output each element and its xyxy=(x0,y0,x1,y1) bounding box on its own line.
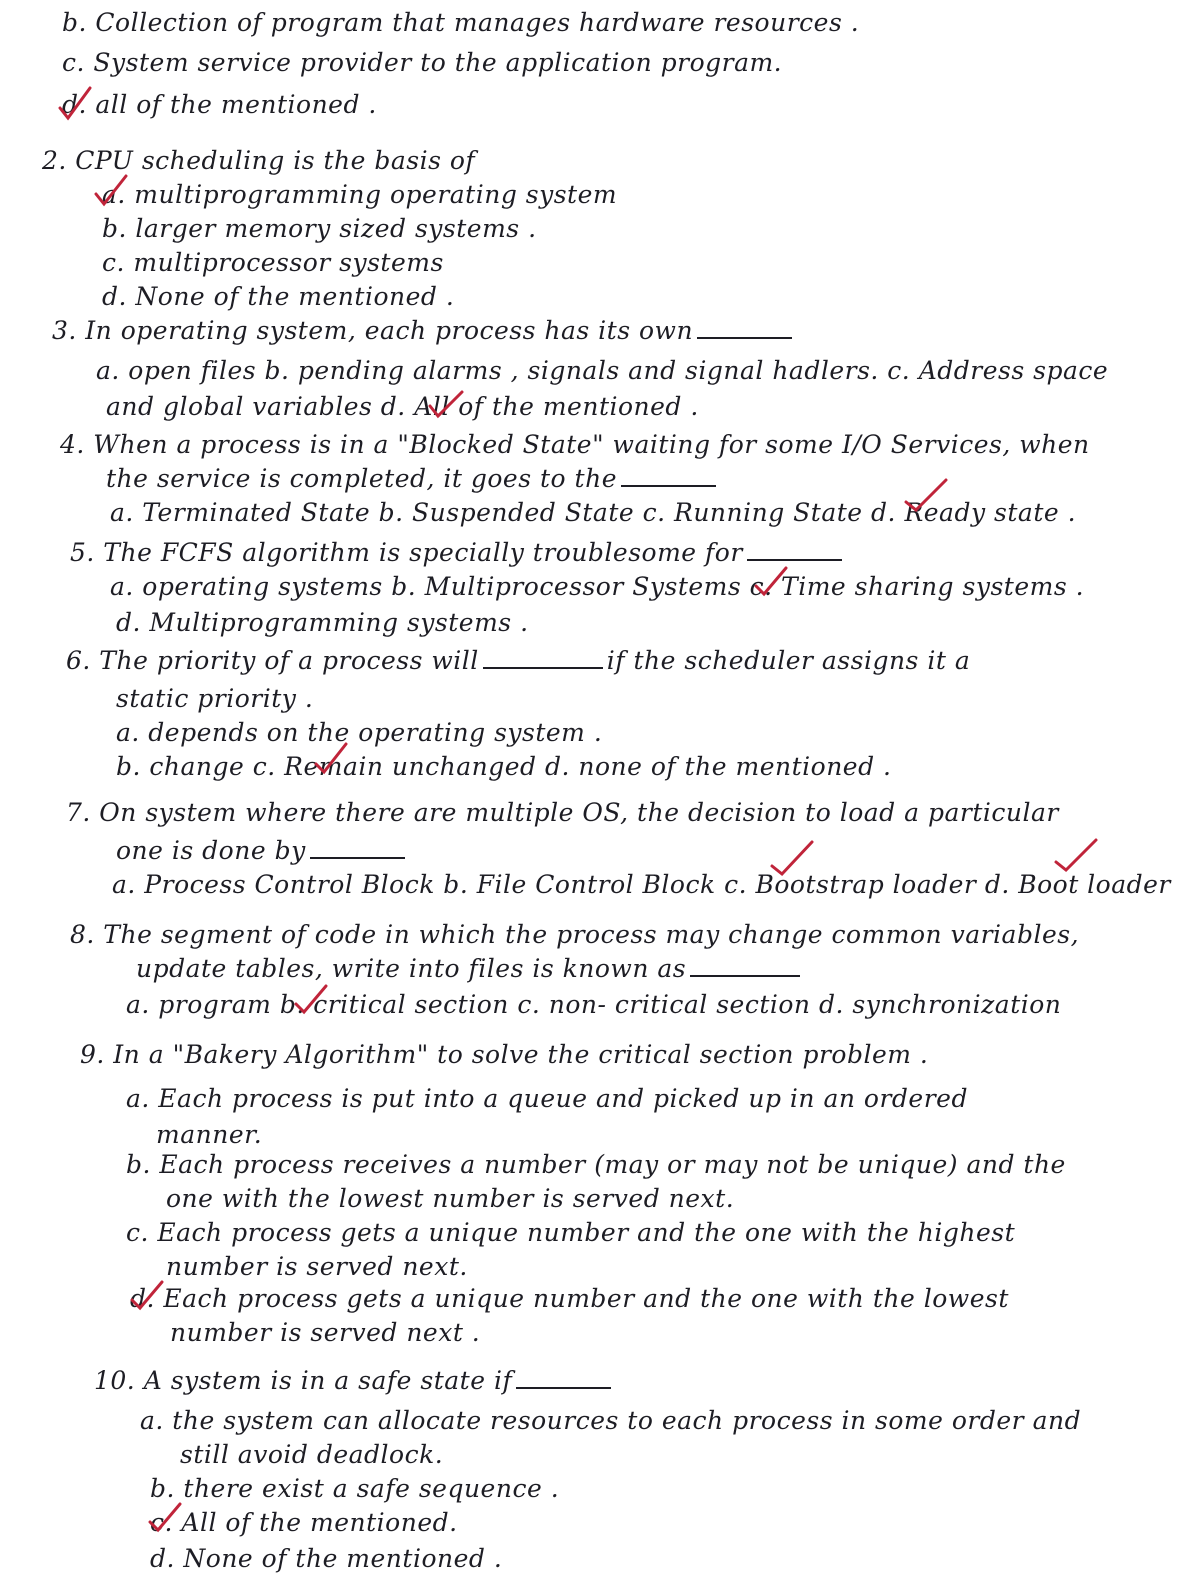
answer-blank xyxy=(697,321,792,339)
q2-option-c: c. multiprocessor systems xyxy=(102,248,444,277)
red-tick-icon xyxy=(290,980,330,1020)
q10-option-d: d. None of the mentioned . xyxy=(150,1544,503,1573)
red-tick-icon xyxy=(900,476,950,516)
answer-blank xyxy=(690,959,800,977)
q1-option-d: d. all of the mentioned . xyxy=(62,90,377,119)
q3-options-line1: a. open files b. pending alarms , signals and signal hadlers. c. Address space xyxy=(96,356,1109,385)
red-tick-icon xyxy=(424,386,464,426)
answer-blank xyxy=(310,841,405,859)
red-tick-icon xyxy=(310,740,350,780)
q8-options: a. program b. critical section c. non- critical section d. synchronization xyxy=(126,990,1062,1019)
q8-question-line2 xyxy=(136,954,804,984)
q4-question-text: the service is completed, it goes to the xyxy=(106,464,617,493)
red-tick-icon xyxy=(766,838,816,882)
red-tick-icon xyxy=(1050,834,1100,878)
q7-options: a. Process Control Block b. File Control Block c. Bootstrap loader d. Boot loader xyxy=(112,870,1171,899)
q9-option-c-cont: number is served next. xyxy=(166,1252,468,1281)
q9-option-d-cont: number is served next . xyxy=(170,1318,481,1347)
q10-option-b: b. there exist a safe sequence . xyxy=(150,1474,560,1503)
answer-blank xyxy=(621,469,716,487)
q4-options: a. Terminated State b. Suspended State c. Running State d. Ready state . xyxy=(110,498,1077,527)
answer-blank xyxy=(747,543,842,561)
answer-blank xyxy=(483,651,603,669)
q5-question-text: 5. The FCFS algorithm is specially troublesome for xyxy=(70,538,743,567)
q9-option-b: b. Each process receives a number (may or may not be unique) and the xyxy=(126,1150,1066,1179)
q2-option-d: d. None of the mentioned . xyxy=(102,282,455,311)
q7-question-line2 xyxy=(116,836,409,866)
q9-question: 9. In a "Bakery Algorithm" to solve the critical section problem . xyxy=(80,1040,929,1069)
q6-question-text: 6. The priority of a process will xyxy=(66,646,479,675)
red-tick-icon xyxy=(126,1276,166,1316)
q7-question-text: one is done by xyxy=(116,836,306,865)
q6-question xyxy=(66,646,970,676)
q9-option-c: c. Each process gets a unique number and the one with the highest xyxy=(126,1218,1016,1247)
q5-options-line1: a. operating systems b. Multiprocessor Systems c. Time sharing systems . xyxy=(110,572,1085,601)
q3-options-line2: and global variables d. All of the mentioned . xyxy=(106,392,699,421)
q6-question-tail: if the scheduler assigns it a xyxy=(606,646,971,675)
q9-option-b-cont: one with the lowest number is served next. xyxy=(166,1184,735,1213)
q10-question-text: 10. A system is in a safe state if xyxy=(94,1366,513,1395)
q6-question-line2: static priority . xyxy=(116,684,314,713)
q5-options-line2: d. Multiprogramming systems . xyxy=(116,608,529,637)
q10-question xyxy=(94,1366,615,1396)
red-tick-icon xyxy=(90,172,130,212)
q8-question-text: update tables, write into files is known as xyxy=(136,954,687,983)
q1-option-c: c. System service provider to the application program. xyxy=(62,48,783,77)
q6-option-a: a. depends on the operating system . xyxy=(116,718,603,747)
q3-question xyxy=(52,316,796,346)
q10-option-c: c. All of the mentioned. xyxy=(150,1508,458,1537)
q9-option-d: d. Each process gets a unique number and the one with the lowest xyxy=(130,1284,1009,1313)
q7-question: 7. On system where there are multiple OS, the decision to load a particular xyxy=(66,798,1059,827)
q9-option-a: a. Each process is put into a queue and picked up in an ordered xyxy=(126,1084,968,1113)
q10-option-a: a. the system can allocate resources to each process in some order and xyxy=(140,1406,1082,1435)
q1-option-b: b. Collection of program that manages hardware resources . xyxy=(62,8,860,37)
q8-question: 8. The segment of code in which the process may change common variables, xyxy=(70,920,1080,949)
red-tick-icon xyxy=(54,84,94,124)
q2-option-b: b. larger memory sized systems . xyxy=(102,214,537,243)
red-tick-icon xyxy=(750,562,790,602)
q2-option-a: a. multiprogramming operating system xyxy=(102,180,618,209)
red-tick-icon xyxy=(144,1498,184,1538)
q2-question: 2. CPU scheduling is the basis of xyxy=(42,146,476,175)
q4-question: 4. When a process is in a "Blocked State" waiting for some I/O Services, when xyxy=(60,430,1090,459)
q4-question-line2 xyxy=(106,464,720,494)
q9-option-a-cont: manner. xyxy=(156,1120,263,1149)
answer-blank xyxy=(516,1371,611,1389)
q10-option-a-cont: still avoid deadlock. xyxy=(180,1440,444,1469)
q5-question xyxy=(70,538,846,568)
q6-options-bcd: b. change c. Remain unchanged d. none of the mentioned . xyxy=(116,752,892,781)
q3-question-text: 3. In operating system, each process has its own xyxy=(52,316,694,345)
